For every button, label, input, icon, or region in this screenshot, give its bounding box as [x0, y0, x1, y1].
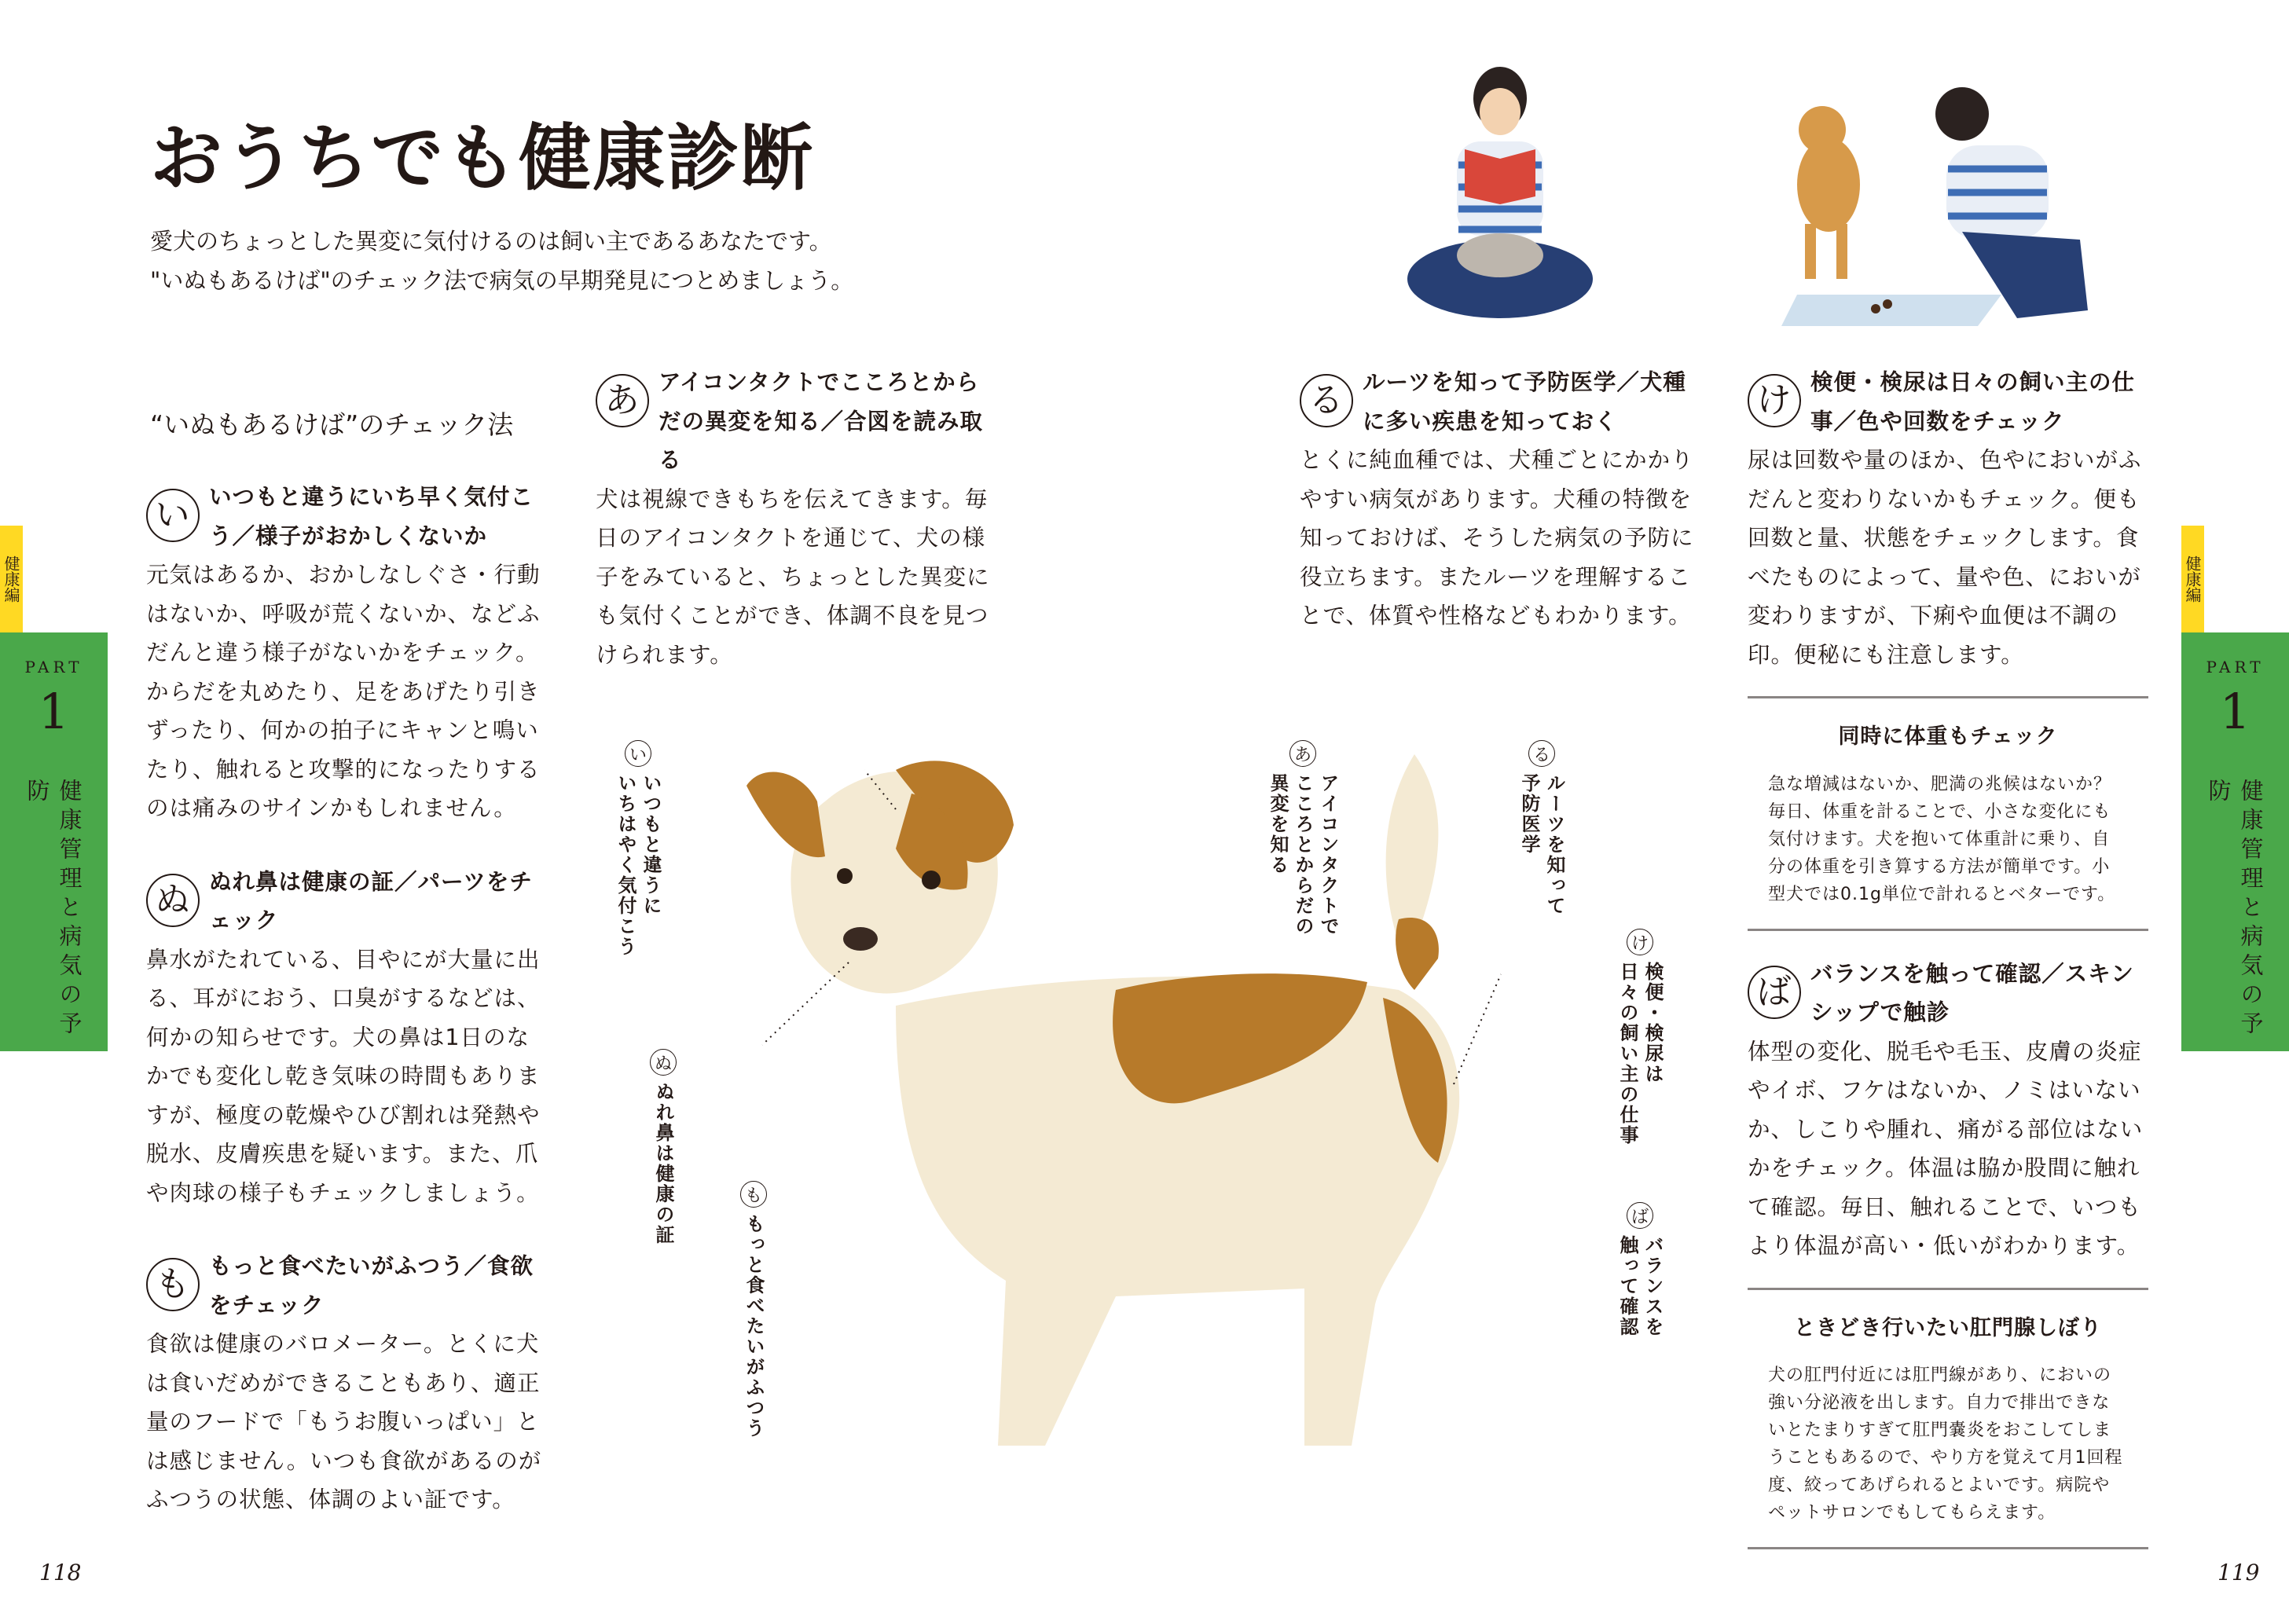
circled-char: け	[1627, 929, 1653, 955]
circled-char: ぬ	[650, 1049, 677, 1076]
intro-text	[150, 222, 853, 300]
circled-char: あ	[596, 374, 649, 427]
woman-reading-illustration	[1402, 63, 1598, 354]
label-ba	[1615, 1202, 1665, 1337]
section-body: 体型の変化、脱毛や毛玉、皮膚の炎症やイボ、フケはないか、ノミはいないか、しこりや腫れ、痛がる部位はないかをチェック。体温は脇か股間に触れて確認。毎日、触れることで、いつもより体温が高い・低いがわかります。	[1748, 1038, 2144, 1259]
column-3	[1300, 363, 1700, 670]
label-a	[1265, 740, 1341, 937]
label-text: アイコンタクトで こころとからだの 異変を知る	[1267, 773, 1339, 937]
circled-char: ば	[1627, 1202, 1653, 1229]
section-body: 犬は視線できもちを伝えてきます。毎日のアイコンタクトを通じて、犬の様子をみていると、ちょっとした異変にも気付くことができ、体調不良を見つけられます。	[596, 486, 990, 668]
category-label: 健康編	[2181, 526, 2204, 632]
section-ba	[1748, 955, 2148, 1266]
chapter-tab-left[interactable]	[0, 526, 108, 1051]
section-heading: ぬれ鼻は健康の証／パーツをチェック	[209, 868, 533, 933]
box-body: 犬の肛門付近には肛門線があり、においの強い分泌液を出します。自力で排出できないとたまりすぎて肛門嚢炎をおこしてしまうこともあるので、やり方を覚えて月1回程度、絞ってあげられるとよいです。病院やペットサロンでもしてもらえます。	[1768, 1366, 2123, 1523]
label-text: ぬれ鼻は健康の証	[652, 1082, 674, 1245]
section-heading: バランスを触って確認／スキンシップで触診	[1810, 960, 2134, 1025]
circled-char: い	[146, 489, 200, 542]
section-body: 尿は回数や量のほか、色やにおいがふだんと変わりないかもチェック。便も回数と量、状態をチェックします。食べたものによって、量や色、においが変わりますが、下痢や血便は不調の印。便秘にも注意します。	[1748, 447, 2142, 668]
section-body: 鼻水がたれている、目やにが大量に出る、耳がにおう、口臭がするなどは、何かの知らせです。犬の鼻は1日のなかでも変化し乾き気味の時間もありますが、極度の乾燥やひび割れは発熱や脱水、皮膚疾患を疑います。また、爪や肉球の様子もチェックしましょう。	[146, 946, 541, 1206]
label-ru	[1517, 740, 1567, 916]
page-number-left: 118	[39, 1560, 82, 1586]
circled-char: け	[1748, 374, 1801, 427]
section-heading: 検便・検尿は日々の飼い主の仕事／色や回数をチェック	[1810, 369, 2136, 434]
box-body: 急な増減はないか、肥満の兆候はないか？ 毎日、体重を計ることで、小さな変化にも気付けます。犬を抱いて体重計に乗り、自分の体重を引き算する方法が簡単です。小型犬では0.1g単位で計れるとベターです。	[1768, 774, 2116, 904]
part-number: 1	[38, 683, 70, 740]
label-text: バランスを 触って確認	[1616, 1235, 1664, 1337]
section-i	[146, 478, 547, 828]
woman-with-dog-illustration	[1781, 82, 2104, 326]
section-a	[596, 363, 996, 674]
section-nu	[146, 863, 547, 1213]
page-title: おうちでも健康診断	[150, 116, 815, 200]
column-1	[146, 478, 547, 1554]
circled-char: あ	[1289, 740, 1316, 767]
circled-char: も	[740, 1181, 767, 1208]
part-number: 1	[2219, 683, 2251, 740]
chapter-title: 健康管理と病気の予防	[24, 779, 83, 1040]
label-text: もっと食べたいがふつう	[743, 1214, 765, 1439]
section-mo	[146, 1247, 547, 1520]
label-ke	[1615, 929, 1665, 1146]
circled-char: い	[625, 740, 651, 767]
page-number-right: 119	[2217, 1560, 2260, 1586]
label-mo	[740, 1181, 767, 1439]
section-ru	[1300, 363, 1700, 636]
column-2	[596, 363, 996, 709]
section-heading: アイコンタクトでこころとからだの異変を知る／合図を読み取る	[658, 369, 984, 473]
section-heading: ルーツを知って予防医学／犬種に多い疾患を知っておく	[1363, 369, 1686, 434]
section-ke	[1748, 363, 2148, 674]
part-label: PART	[2206, 658, 2265, 676]
chapter-tab-right[interactable]	[2181, 526, 2289, 1051]
part-label: PART	[24, 658, 83, 676]
intro-line: 愛犬のちょっとした異変に気付けるのは飼い主であるあなたです。	[150, 228, 832, 255]
section-body: とくに純血種では、犬種ごとにかかりやすい病気があります。犬種の特徴を知っておけば、そうした病気の予防に役立ちます。またルーツを理解することで、体質や性格などもわかります。	[1300, 447, 1694, 629]
label-i	[613, 740, 663, 957]
method-title: “いぬもあるけば”のチェック法	[150, 409, 514, 440]
label-text: 検便・検尿は 日々の飼い主の仕事	[1616, 962, 1664, 1146]
section-body: 食欲は健康のバロメーター。とくに犬は食いだめができることもあり、適正量のフードで「もうお腹いっぱい」とは感じません。いつも食欲があるのがふつうの状態、体調のよい証です。	[146, 1331, 542, 1512]
dog-illustration	[707, 739, 1540, 1485]
section-heading: いつもと違うにいち早く気付こう／様子がおかしくないか	[209, 484, 534, 549]
chapter-title: 健康管理と病気の予防	[2205, 779, 2265, 1040]
label-text: いつもと違うに いちはやく気付こう	[614, 773, 662, 957]
box-title: 同時に体重もチェック	[1838, 724, 2058, 749]
box-title: ときどき行いたい肛門腺しぼり	[1794, 1315, 2102, 1340]
circled-char: も	[146, 1258, 200, 1311]
label-text: ルーツを知って 予防医学	[1518, 773, 1565, 916]
circled-char: ぬ	[146, 874, 200, 927]
circled-char: る	[1300, 374, 1353, 427]
category-label: 健康編	[0, 526, 23, 632]
anal-gland-box	[1748, 1288, 2148, 1550]
column-4	[1748, 363, 2148, 1573]
circled-char: る	[1528, 740, 1555, 767]
section-body: 元気はあるか、おかしなしぐさ・行動はないか、呼吸が荒くないか、などふだんと違う様子がないかをチェック。からだを丸めたり、足をあげたり引きずったり、何かの拍子にキャンと鳴いたり、触れると攻撃的になったりするのは痛みのサインかもしれません。	[146, 562, 541, 821]
label-nu	[650, 1049, 677, 1245]
weight-check-box	[1748, 696, 2148, 931]
intro-line: "いぬもあるけば"のチェック法で病気の早期発見につとめましょう。	[150, 267, 854, 294]
section-heading: もっと食べたいがふつう／食欲をチェック	[209, 1253, 534, 1318]
circled-char: ば	[1748, 966, 1801, 1019]
